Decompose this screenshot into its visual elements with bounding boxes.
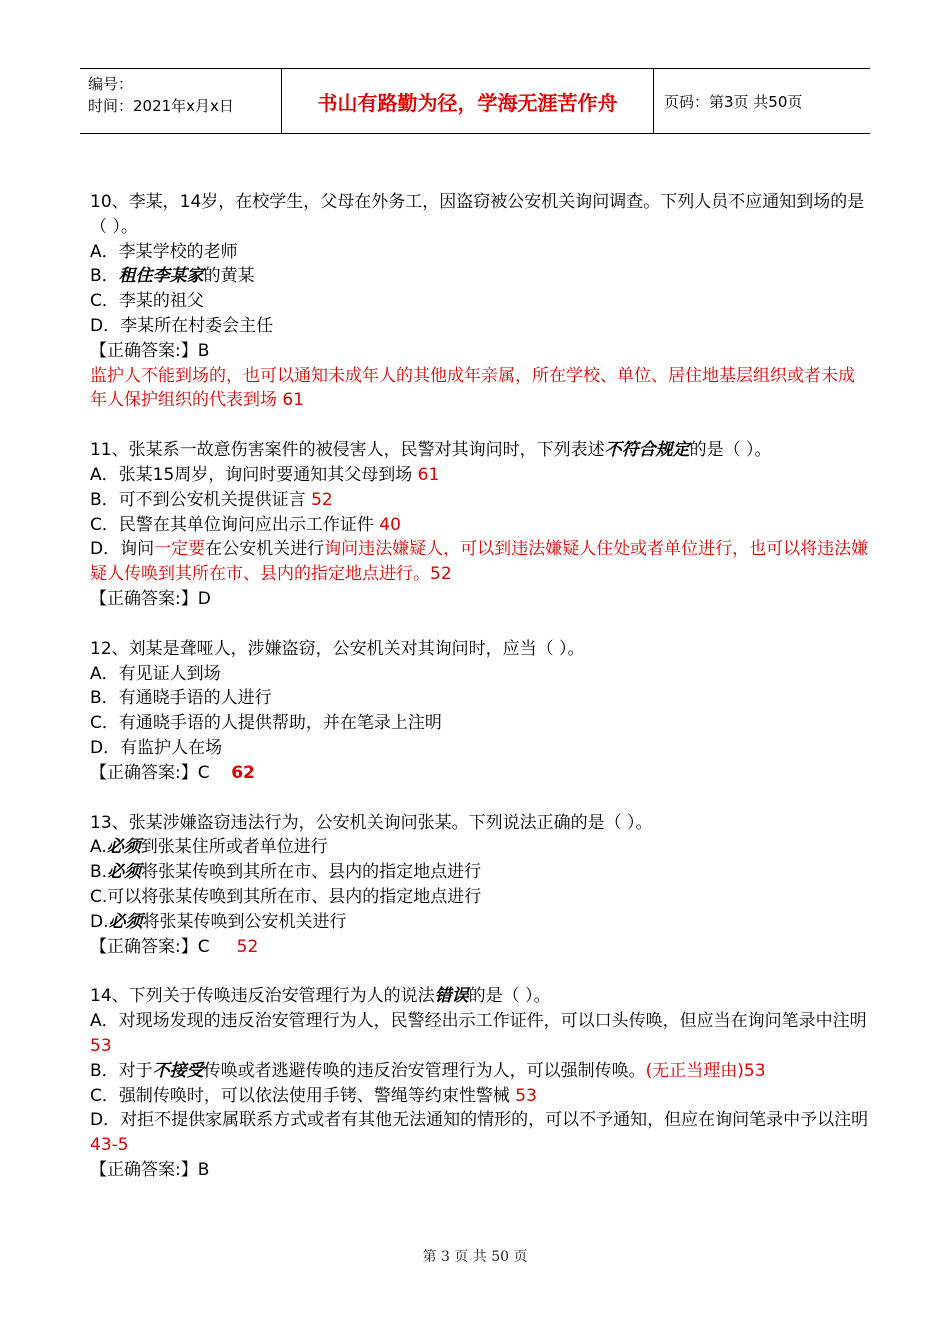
q13-answer	[90, 935, 870, 960]
q11-d-red1: 一定要	[154, 539, 206, 560]
q12-option-b: B．有通晓手语的人进行	[90, 688, 272, 709]
header-motto-cell	[282, 69, 654, 133]
q11-a-ref: 61	[412, 464, 440, 485]
page-footer: 第 3 页 共 50 页	[422, 1249, 528, 1265]
q11-option-c	[90, 513, 870, 538]
q10-b-suffix: 的黄某	[203, 266, 255, 287]
q11-answer: 【正确答案:】D	[90, 588, 211, 609]
q11-b-ref: 52	[305, 489, 333, 510]
q14-c-ref: 53	[509, 1085, 537, 1106]
q13-d-suffix: 将张某传唤到公安机关进行	[142, 911, 347, 932]
q13-d-emphasis: 必须	[108, 911, 143, 932]
q14-b-suffix: 传唤或者逃避传唤的违反治安管理行为人，可以强制传唤。	[203, 1060, 646, 1081]
q10-option-d: D．李某所在村委会主任	[90, 315, 274, 336]
q11-option-d	[90, 537, 870, 587]
q10-option-c: C．李某的祖父	[90, 291, 204, 312]
q14-answer: 【正确答案:】B	[90, 1159, 210, 1180]
q10-b-prefix: B．	[90, 266, 119, 287]
q13-b-emphasis: 必须	[107, 862, 142, 883]
q11-stem-prefix: 11、张某系一故意伤害案件的被侵害人，民警对其询问时，下列表述	[90, 440, 605, 461]
q13-stem: 13、张某涉嫌盗窃违法行为，公安机关询问张某。下列说法正确的是（ ）。	[90, 812, 653, 833]
q11-stem-emphasis: 不符合规定	[604, 440, 690, 461]
q12-stem: 12、刘某是聋哑人，涉嫌盗窃，公安机关对其询问时，应当（ ）。	[90, 638, 585, 659]
q11-a-text: A．张某15周岁，询问时要通知其父母到场	[90, 464, 413, 485]
q13-option-c: C.可以将张某传唤到其所在市、县内的指定地点进行	[90, 886, 482, 907]
q13-d-prefix: D.	[90, 911, 109, 932]
q10-note: 监护人不能到场的，也可以通知未成年人的其他成年亲属，所在学校、单位、居住地基层组织或者未成年人保护组织的代表到场 61	[90, 365, 855, 411]
q14-stem-emphasis: 错误	[434, 986, 469, 1007]
q14-option-c	[90, 1084, 870, 1109]
q11-d-prefix: D．询问	[90, 539, 155, 560]
q13-b-suffix: 将张某传唤到其所在市、县内的指定地点进行	[141, 862, 482, 883]
q14-b-ref: (无正当理由)53	[645, 1060, 766, 1081]
q13-option-b	[90, 860, 870, 885]
q13-a-suffix: 到张某住所或者单位进行	[140, 837, 328, 858]
q12-option-d: D．有监护人在场	[90, 737, 223, 758]
q14-stem-prefix: 14、下列关于传唤违反治安管理行为人的说法	[90, 986, 435, 1007]
header-meta	[80, 69, 282, 133]
header-page-info: 页码：第3页 共50页	[664, 92, 803, 111]
q12-option-c: C．有通晓手语的人提供帮助，并在笔录上注明	[90, 713, 442, 734]
q14-option-d	[90, 1108, 870, 1158]
q11-stem	[90, 438, 870, 463]
q14-a-text: A．对现场发现的违反治安管理行为人，民警经出示工作证件，可以口头传唤，但应当在询问笔录中注明	[90, 1011, 867, 1032]
document-body	[90, 190, 870, 1183]
q13-answer-text: 【正确答案:】C	[90, 936, 237, 957]
q11-option-b	[90, 488, 870, 513]
q10-stem: 10、李某，14岁，在校学生，父母在外务工，因盗窃被公安机关询问调查。下列人员不应通知到场的是（ ）。	[90, 192, 865, 237]
q10-answer: 【正确答案:】B	[90, 340, 210, 361]
q10-b-emphasis: 租住李某家	[118, 266, 204, 287]
q12-answer-ref: 62	[231, 762, 255, 783]
q11-d-mid: 在公安机关进行	[205, 539, 325, 560]
q14-option-b	[90, 1059, 870, 1084]
q11-stem-suffix: 的是（ ）。	[689, 440, 772, 461]
q14-stem-suffix: 的是（ ）。	[468, 986, 551, 1007]
q14-b-emphasis: 不接受	[152, 1060, 204, 1081]
q12-option-a: A．有见证人到场	[90, 663, 221, 684]
q11-c-text: C．民警在其单位询问应出示工作证件	[90, 514, 374, 535]
q10-option-b	[90, 264, 870, 289]
q13-b-prefix: B.	[90, 862, 108, 883]
q13-a-prefix: A.	[90, 837, 107, 858]
q12-answer	[90, 761, 870, 786]
q13-option-a	[90, 835, 870, 860]
q13-a-emphasis: 必须	[106, 837, 141, 858]
q14-a-ref: 53	[90, 1035, 112, 1056]
q11-option-a	[90, 463, 870, 488]
q14-d-text: D．对拒不提供家属联系方式或者有其他无法通知的情形的，可以不予通知，但应在询问笔录中予以注明	[90, 1110, 869, 1131]
q11-d-red2: 询问违法嫌疑人，可以到违法嫌疑人住处或者单位进行，也可以将违法嫌疑人传唤到其所在市、县内的指定地点进行。52	[90, 539, 869, 585]
q10-option-a: A．李某学校的老师	[90, 241, 238, 262]
page-header	[80, 68, 870, 134]
header-motto: 书山有路勤为径，学海无涯苦作舟	[317, 90, 618, 115]
time-label: 时间：2021年x月x日	[88, 97, 234, 115]
q12-answer-text: 【正确答案:】C	[90, 762, 232, 783]
q14-d-ref: 43-5	[90, 1135, 129, 1156]
q14-c-text: C．强制传唤时，可以依法使用手铐、警绳等约束性警械	[90, 1085, 510, 1106]
number-label: 编号：	[88, 75, 134, 93]
q13-option-d	[90, 910, 870, 935]
q11-c-ref: 40	[373, 514, 401, 535]
q13-answer-ref: 52	[236, 936, 259, 957]
q11-b-text: B．可不到公安机关提供证言	[90, 489, 306, 510]
q14-b-prefix: B．对于	[90, 1060, 153, 1081]
q14-option-a	[90, 1009, 870, 1059]
header-page-info-cell	[654, 69, 870, 133]
q14-stem	[90, 984, 870, 1009]
